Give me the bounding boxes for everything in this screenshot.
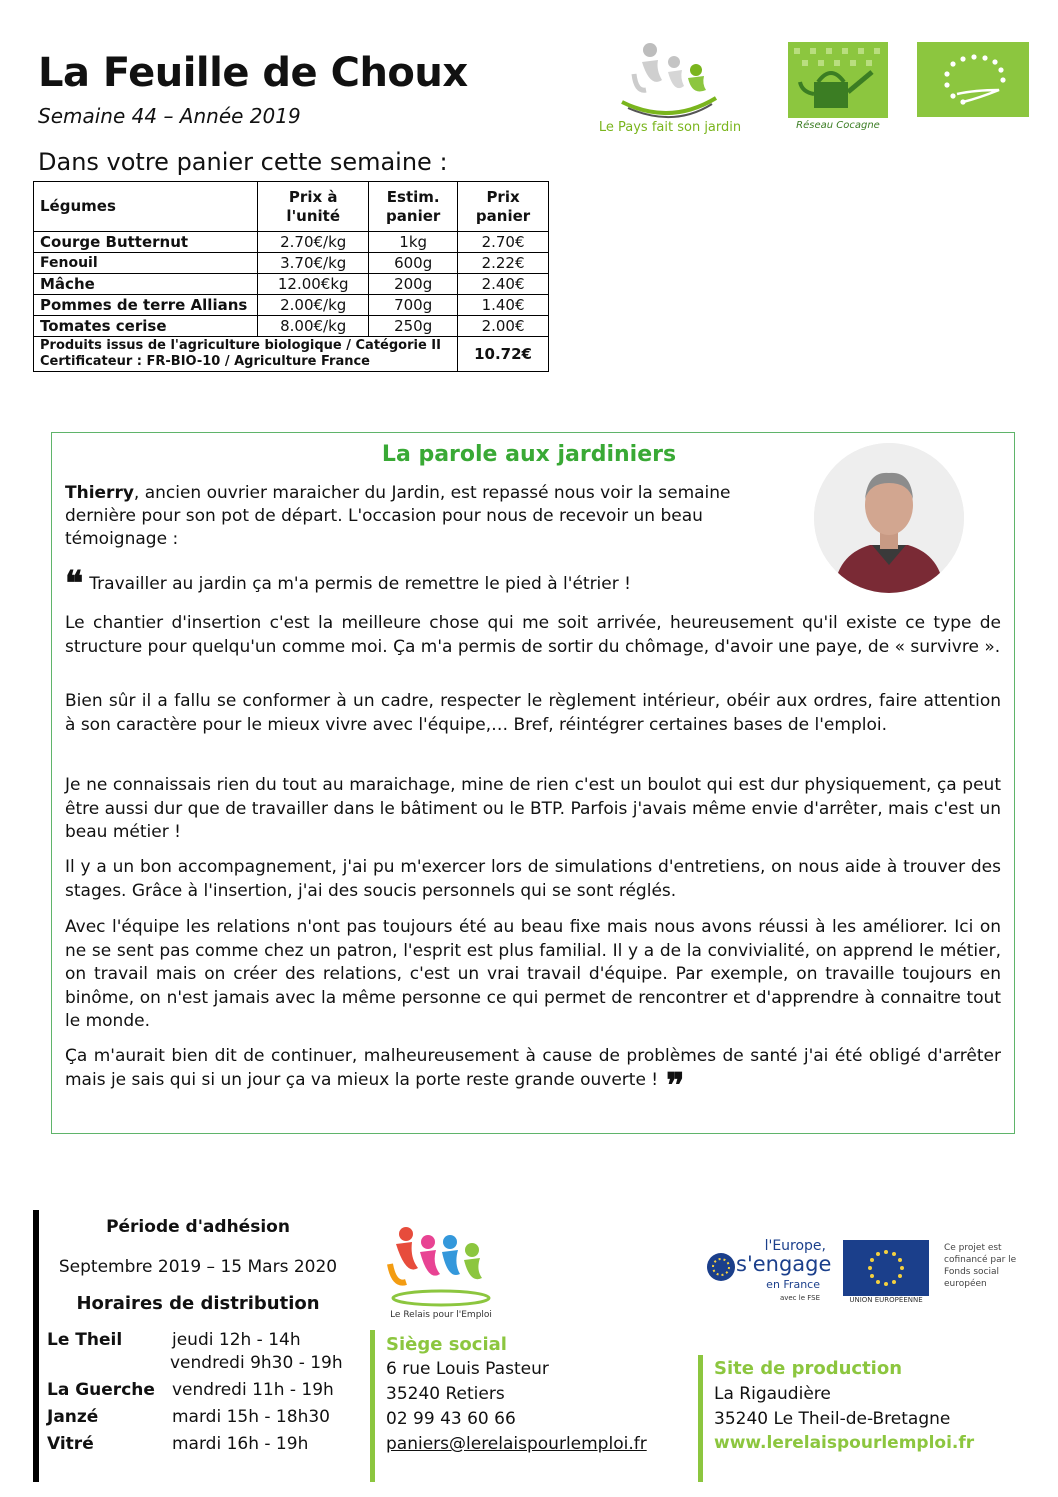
- unit-price: 2.00€/kg: [258, 295, 369, 316]
- testimony-paragraph: Il y a un bon accompagnement, j'ai pu m'exercer lors de simulations d'entretiens, on nous aide à trouver des stages. Grâce à l'insertion, j'ai des soucis personnels qui se sont réglés.: [65, 857, 1001, 901]
- certification-line-1: Produits issus de l'agriculture biologique / Catégorie II: [40, 338, 441, 353]
- head-office-city: 35240 Retiers: [386, 1384, 505, 1404]
- open-quote-icon: ❝: [65, 564, 84, 604]
- production-site-bar: [698, 1355, 703, 1482]
- gardener-portrait: [814, 443, 964, 593]
- distribution-hours-line: mardi 15h - 18h30: [172, 1407, 330, 1427]
- certification-note: [34, 337, 458, 372]
- newsletter-title: La Feuille de Choux: [38, 50, 468, 96]
- distribution-town: La Guerche: [47, 1380, 155, 1400]
- testimony-paragraph: [65, 564, 1001, 604]
- certification-line-2: Certificateur : FR-BIO-10 / Agriculture France: [40, 354, 370, 369]
- estimated-qty: 250g: [369, 316, 458, 337]
- production-site-city: 35240 Le Theil-de-Bretagne: [714, 1409, 951, 1429]
- distribution-hours-line: vendredi 11h - 19h: [172, 1380, 334, 1400]
- distribution-town: Vitré: [47, 1434, 94, 1454]
- table-row: [34, 253, 549, 274]
- membership-period-title: Période d'adhésion: [106, 1217, 290, 1237]
- estimated-qty: 600g: [369, 253, 458, 274]
- distribution-hours: [172, 1329, 343, 1375]
- issue-subtitle: Semaine 44 – Année 2019: [38, 104, 301, 128]
- europe-logo-bottom: en France: [766, 1278, 820, 1291]
- europe-logo-top: l'Europe,: [764, 1238, 826, 1254]
- unit-price: 2.70€/kg: [258, 232, 369, 253]
- testimony-paragraph: Bien sûr il a fallu se conformer à un cadre, respecter le règlement intérieur, obéir aux ordres, faire attention à son caractère pour le mieux vivre avec l'équipe,… Bref, réintégrer certaines bases de l'emploi.: [65, 691, 1001, 735]
- distribution-town: Janzé: [47, 1407, 99, 1427]
- europe-logo-middle: s'engage: [736, 1252, 832, 1276]
- head-office-phone: 02 99 43 60 66: [386, 1409, 516, 1429]
- unit-price: 8.00€/kg: [258, 316, 369, 337]
- testimony-title: La parole aux jardiniers: [381, 442, 677, 467]
- relais-pour-emploi-logo: [376, 1220, 506, 1328]
- gardener-name: Thierry: [65, 483, 134, 503]
- vegetable-name: Tomates cerise: [34, 316, 258, 337]
- close-quote-icon: ❞: [666, 1065, 685, 1106]
- header-estimated-qty: Estim. panier: [369, 182, 458, 232]
- eu-flag-logo: [843, 1240, 929, 1304]
- fse-cofinancing-note: Ce projet est cofinancé par le Fonds social européen: [944, 1243, 1017, 1289]
- head-office-email-link[interactable]: paniers@lerelaispourlemploi.fr: [386, 1434, 647, 1454]
- relais-logo-caption: Le Relais pour l'Emploi: [390, 1310, 492, 1320]
- eu-flag-caption: UNION EUROPÉENNE: [849, 1296, 923, 1304]
- production-site-place: La Rigaudière: [714, 1384, 831, 1404]
- header-vegetables: Légumes: [34, 182, 258, 232]
- unit-price: 3.70€/kg: [258, 253, 369, 274]
- testimony-paragraph: [65, 1045, 1001, 1106]
- testimony-paragraph: Le chantier d'insertion c'est la meilleure chose qui me soit arrivée, heureusement qu'il existe ce type de structure pour quelqu'un comme moi. Ça m'a permis de sortir du chômage, d'avoir une paye, de « survivre ».: [65, 613, 1001, 657]
- basket-heading: Dans votre panier cette semaine :: [38, 148, 448, 176]
- head-office-title: Siège social: [386, 1334, 507, 1355]
- pays-logo-caption: Le Pays fait son jardin: [598, 120, 742, 135]
- basket-price: 2.40€: [458, 274, 549, 295]
- estimated-qty: 200g: [369, 274, 458, 295]
- footer-left-bar: [33, 1210, 39, 1482]
- distribution-hours-line: jeudi 12h - 14h: [172, 1330, 301, 1350]
- vegetable-name: Courge Butternut: [34, 232, 258, 253]
- europe-sengage-logo: [702, 1238, 832, 1308]
- distribution-town: Le Theil: [47, 1330, 123, 1350]
- table-row: [34, 274, 549, 295]
- pays-fait-son-jardin-logo: [584, 40, 756, 140]
- cocagne-logo-caption: Réseau Cocagne: [796, 120, 880, 131]
- testimony-paragraph: Avec l'équipe les relations n'ont pas toujours été au beau fixe mais nous avons réussi à les améliorer. Ici on ne se sent pas comme chez un patron, l'esprit est plus familial. Il y a de la convivialité, on apprend le métier, on travail mais on créer des relations, c'est un vrai travail d'équipe. Par exemple, on travaille toujours en binôme, on n'est jamais avec la même personne ce qui permet de rencontrer et d'apprendre à connaitre tout le monde.: [65, 917, 1001, 1031]
- distribution-hours-line: mardi 16h - 19h: [172, 1434, 309, 1454]
- head-office-bar: [370, 1330, 375, 1482]
- grand-total: 10.72€: [458, 337, 549, 372]
- basket-price: 2.00€: [458, 316, 549, 337]
- basket-table: [33, 181, 549, 372]
- basket-price: 1.40€: [458, 295, 549, 316]
- distribution-hours-title: Horaires de distribution: [76, 1293, 320, 1314]
- vegetable-name: Fenouil: [34, 253, 258, 274]
- unit-price: 12.00€kg: [258, 274, 369, 295]
- testimony-paragraph-text: Travailler au jardin ça m'a permis de remettre le pied à l'étrier !: [89, 574, 631, 594]
- intro-text: , ancien ouvrier maraicher du Jardin, est repassé nous voir la semaine dernière pour son pot de départ. L'occasion pour nous de recevoir un beau témoignage :: [65, 483, 731, 549]
- estimated-qty: 1kg: [369, 232, 458, 253]
- basket-price: 2.70€: [458, 232, 549, 253]
- production-site-title: Site de production: [714, 1358, 903, 1379]
- header-unit-price: Prix à l'unité: [258, 182, 369, 232]
- vegetable-name: Pommes de terre Allians: [34, 295, 258, 316]
- testimony-paragraph-text: Ça m'aurait bien dit de continuer, malheureusement à cause de problèmes de santé j'ai été obligé d'arrêter mais je sais qui si un jour ça va mieux la porte reste grande ouverte !: [65, 1046, 1001, 1090]
- website-link[interactable]: www.lerelaispourlemploi.fr: [714, 1433, 975, 1453]
- table-footer-row: [34, 337, 549, 372]
- reseau-cocagne-logo: [788, 42, 888, 137]
- europe-logo-fse: avec le FSE: [779, 1294, 820, 1302]
- membership-period-dates: Septembre 2019 – 15 Mars 2020: [58, 1257, 338, 1277]
- header-basket-price: Prix panier: [458, 182, 549, 232]
- testimony-intro: [65, 482, 735, 551]
- table-row: [34, 316, 549, 337]
- vegetable-name: Mâche: [34, 274, 258, 295]
- estimated-qty: 700g: [369, 295, 458, 316]
- eu-stars-icon: [704, 1250, 738, 1284]
- head-office-street: 6 rue Louis Pasteur: [386, 1359, 549, 1379]
- table-row: [34, 232, 549, 253]
- table-row: [34, 295, 549, 316]
- table-header-row: [34, 182, 549, 232]
- basket-price: 2.22€: [458, 253, 549, 274]
- distribution-hours-line: vendredi 9h30 - 19h: [170, 1353, 343, 1373]
- eu-organic-leaf-logo: [917, 42, 1029, 117]
- testimony-paragraph: Je ne connaissais rien du tout au maraichage, mine de rien c'est un boulot qui est dur physiquement, ça peut être aussi dur que de travailler dans le bâtiment ou le BTP. Parfois j'avais même envie d'arrêter, mais c'est un beau métier !: [65, 775, 1001, 842]
